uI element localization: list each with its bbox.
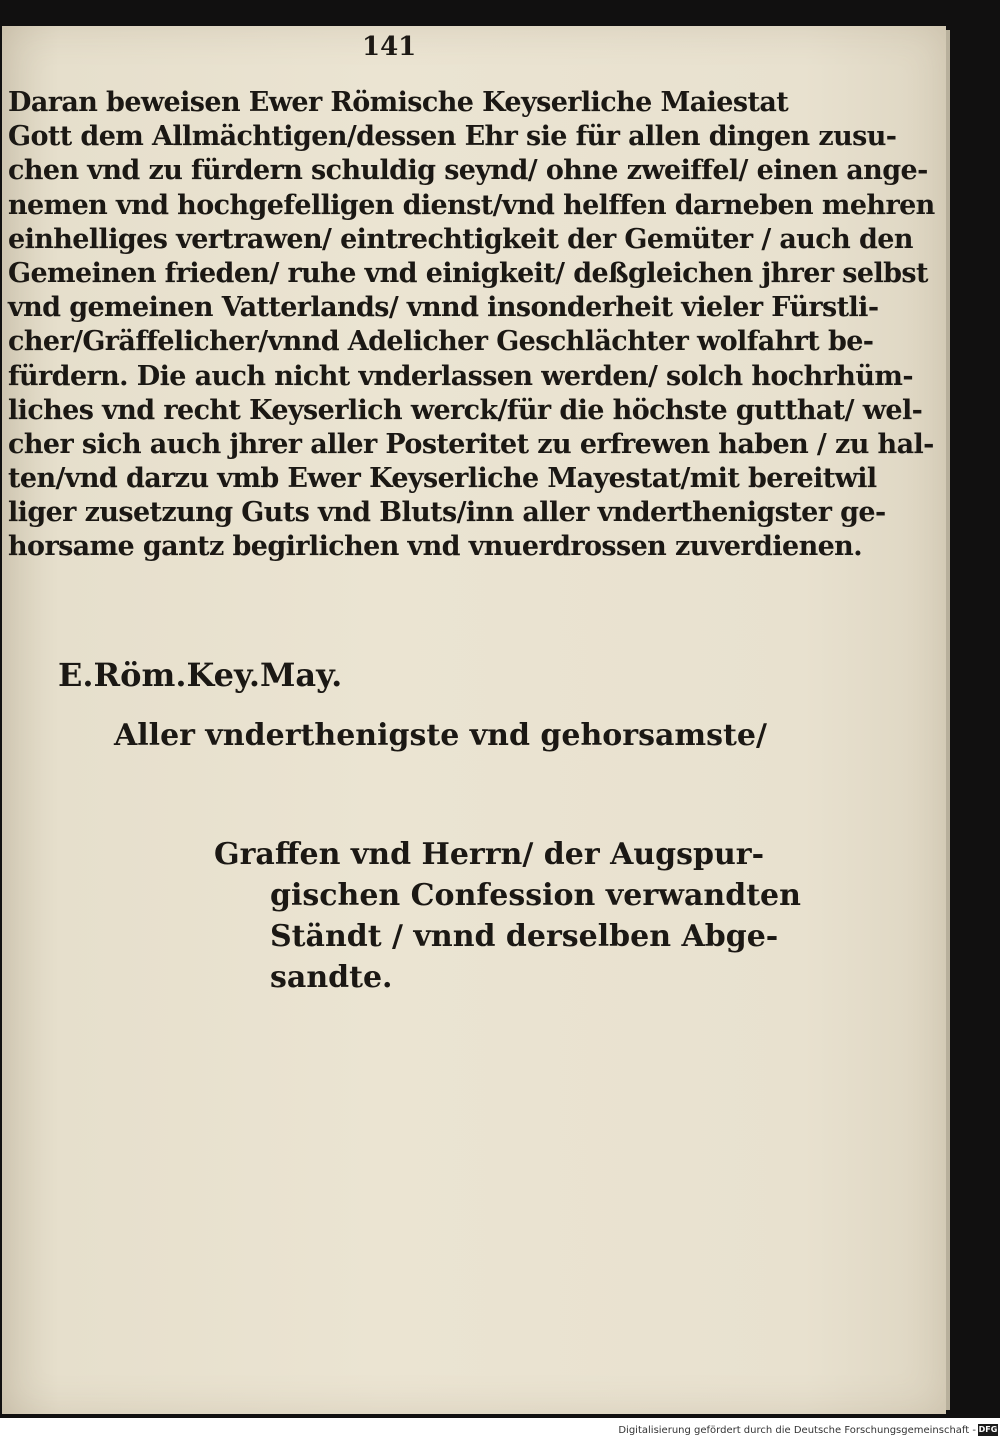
body-line: cher sich auch jhrer aller Posteritet zu erfrewen haben / zu hal- [8, 428, 934, 460]
body-line: fürdern. Die auch nicht vnderlassen werden/ solch hochrhüm- [8, 360, 913, 392]
body-line: Gott dem Allmächtigen/dessen Ehr sie für allen dingen zusu- [8, 121, 897, 153]
body-line: nemen vnd hochgefelligen dienst/vnd helffen darneben mehren [8, 189, 935, 221]
addressee-salutation: E.Röm.Key.May. [58, 656, 343, 694]
body-line: vnd gemeinen Vatterlands/ vnnd insonderheit vieler Fürstli- [8, 292, 879, 324]
body-line: liger zusetzung Guts vnd Bluts/inn aller vnderthenigster ge- [8, 497, 886, 529]
funding-credit: Digitalisierung gefördert durch die Deutsche Forschungsgemeinschaft - [618, 1425, 976, 1436]
signature-line: Ständt / vnnd derselben Abge- [270, 919, 779, 954]
page-number: 141 [362, 32, 417, 62]
signature-block [214, 834, 801, 998]
signature-line: sandte. [270, 960, 393, 995]
body-line: Daran beweisen Ewer Römische Keyserliche Maiestat [8, 87, 789, 118]
page-edge [946, 30, 950, 1410]
body-line: ten/vnd darzu vmb Ewer Keyserliche Mayestat/mit bereitwil [8, 463, 877, 495]
body-line: chen vnd zu fürdern schuldig seynd/ ohne zweiffel/ einen ange- [8, 155, 928, 187]
closing-formula: Aller vnderthenigste vnd gehorsamste/ [114, 718, 767, 753]
dfg-logo-icon: DFG [978, 1425, 998, 1434]
signature-line: Graffen vnd Herrn/ der Augspur- [214, 837, 765, 872]
signature-line: gischen Confession verwandten [270, 878, 801, 913]
body-line: liches vnd recht Keyserlich werck/für die höchste gutthat/ wel- [8, 394, 923, 426]
body-line: Gemeinen frieden/ ruhe vnd einigkeit/ deßgleichen jhrer selbst [8, 257, 928, 289]
body-paragraph [8, 86, 935, 565]
body-line: horsame gantz begirlichen vnd vnuerdrossen zuverdienen. [8, 531, 863, 563]
body-line: cher/Gräffelicher/vnnd Adelicher Geschlächter wolfahrt be- [8, 326, 874, 358]
body-line: einhelliges vertrawen/ eintrechtigkeit der Gemüter / auch den [8, 223, 913, 255]
